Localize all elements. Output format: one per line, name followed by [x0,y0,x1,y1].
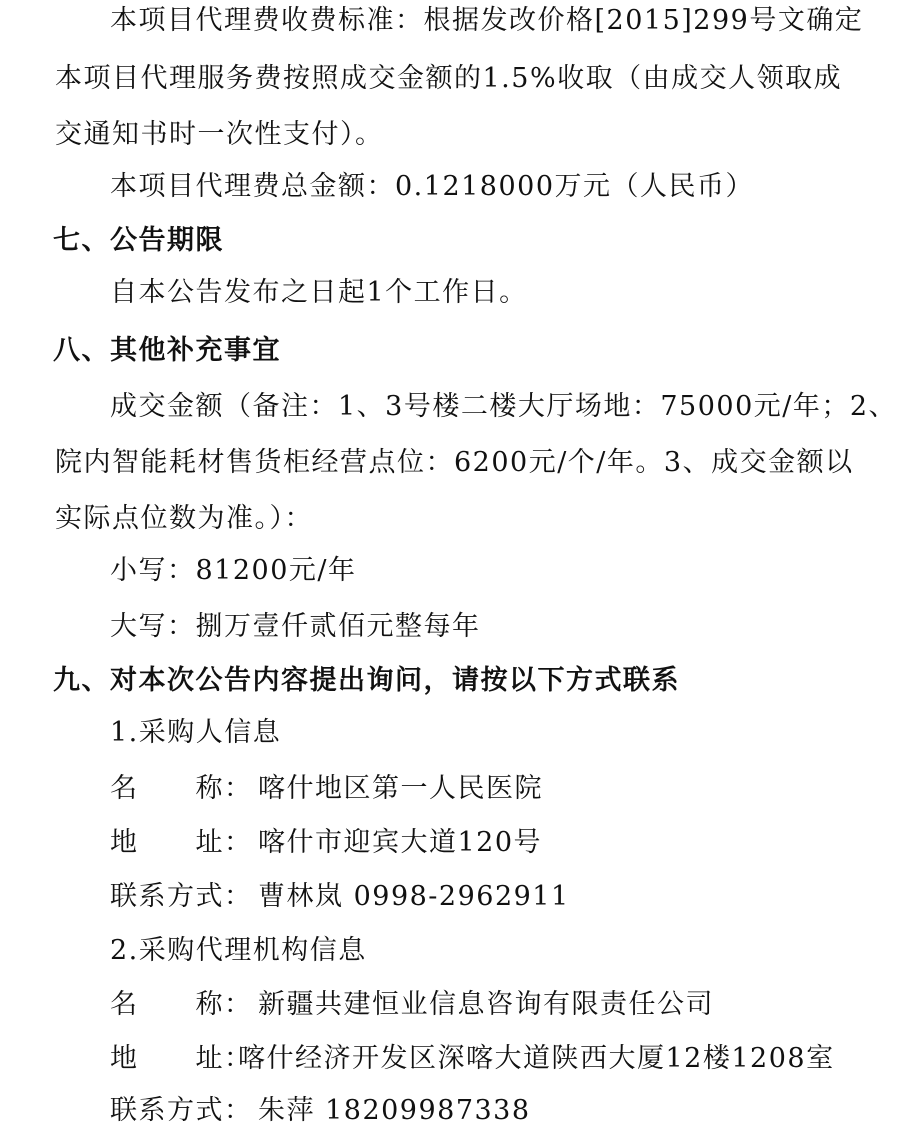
agency-name: 新疆共建恒业信息咨询有限责任公司 [258,989,714,1020]
agency-contact: 朱萍 18209987338 [258,1095,531,1126]
deal-amount-note-line-2: 院内智能耗材售货柜经营点位：6200元/个/年。3、成交金额以 [55,447,854,478]
agency-address: 喀什经济开发区深喀大道陕西大厦12楼1208室 [238,1043,835,1074]
announcement-period-text: 自本公告发布之日起1个工作日。 [110,277,528,308]
agency-title: 2.采购代理机构信息 [110,935,367,966]
agency-contact-row [110,1094,531,1128]
deal-amount-note-line-3: 实际点位数为准。）： [55,503,313,534]
agency-address-label: 地 址： [110,1043,253,1074]
amount-lowercase: 小写：81200元/年 [110,555,357,586]
section-7-heading: 七、公告期限 [53,225,224,256]
section-9-heading: 九、对本次公告内容提出询问，请按以下方式联系 [53,665,680,696]
agency-address-row [110,1042,835,1076]
purchaser-name-row [110,772,543,806]
purchaser-contact: 曹林岚 0998-2962911 [258,881,570,912]
deal-amount-note-line-1: 成交金额（备注：1、3号楼二楼大厅场地：75000元/年；2、 [110,391,898,422]
agency-name-label: 名 称： [110,989,253,1020]
purchaser-name: 喀什地区第一人民医院 [258,773,543,804]
fee-total: 本项目代理费总金额：0.1218000万元（人民币） [110,171,755,202]
agency-contact-label: 联系方式： [110,1095,253,1126]
fee-standard-line-1: 本项目代理费收费标准：根据发改价格[2015]299号文确定 [110,5,864,36]
purchaser-address-row [110,826,542,860]
amount-uppercase: 大写：捌万壹仟贰佰元整每年 [110,611,481,642]
section-8-heading: 八、其他补充事宜 [53,335,281,366]
purchaser-contact-row [110,880,570,914]
purchaser-address: 喀什市迎宾大道120号 [258,827,543,858]
purchaser-title: 1.采购人信息 [110,717,282,748]
agency-name-row [110,988,714,1022]
fee-standard-line-2: 本项目代理服务费按照成交金额的1.5%收取（由成交人领取成 [55,63,843,94]
fee-standard-line-3: 交通知书时一次性支付）。 [55,119,384,150]
purchaser-contact-label: 联系方式： [110,881,253,912]
purchaser-name-label: 名 称： [110,773,253,804]
purchaser-address-label: 地 址： [110,827,253,858]
